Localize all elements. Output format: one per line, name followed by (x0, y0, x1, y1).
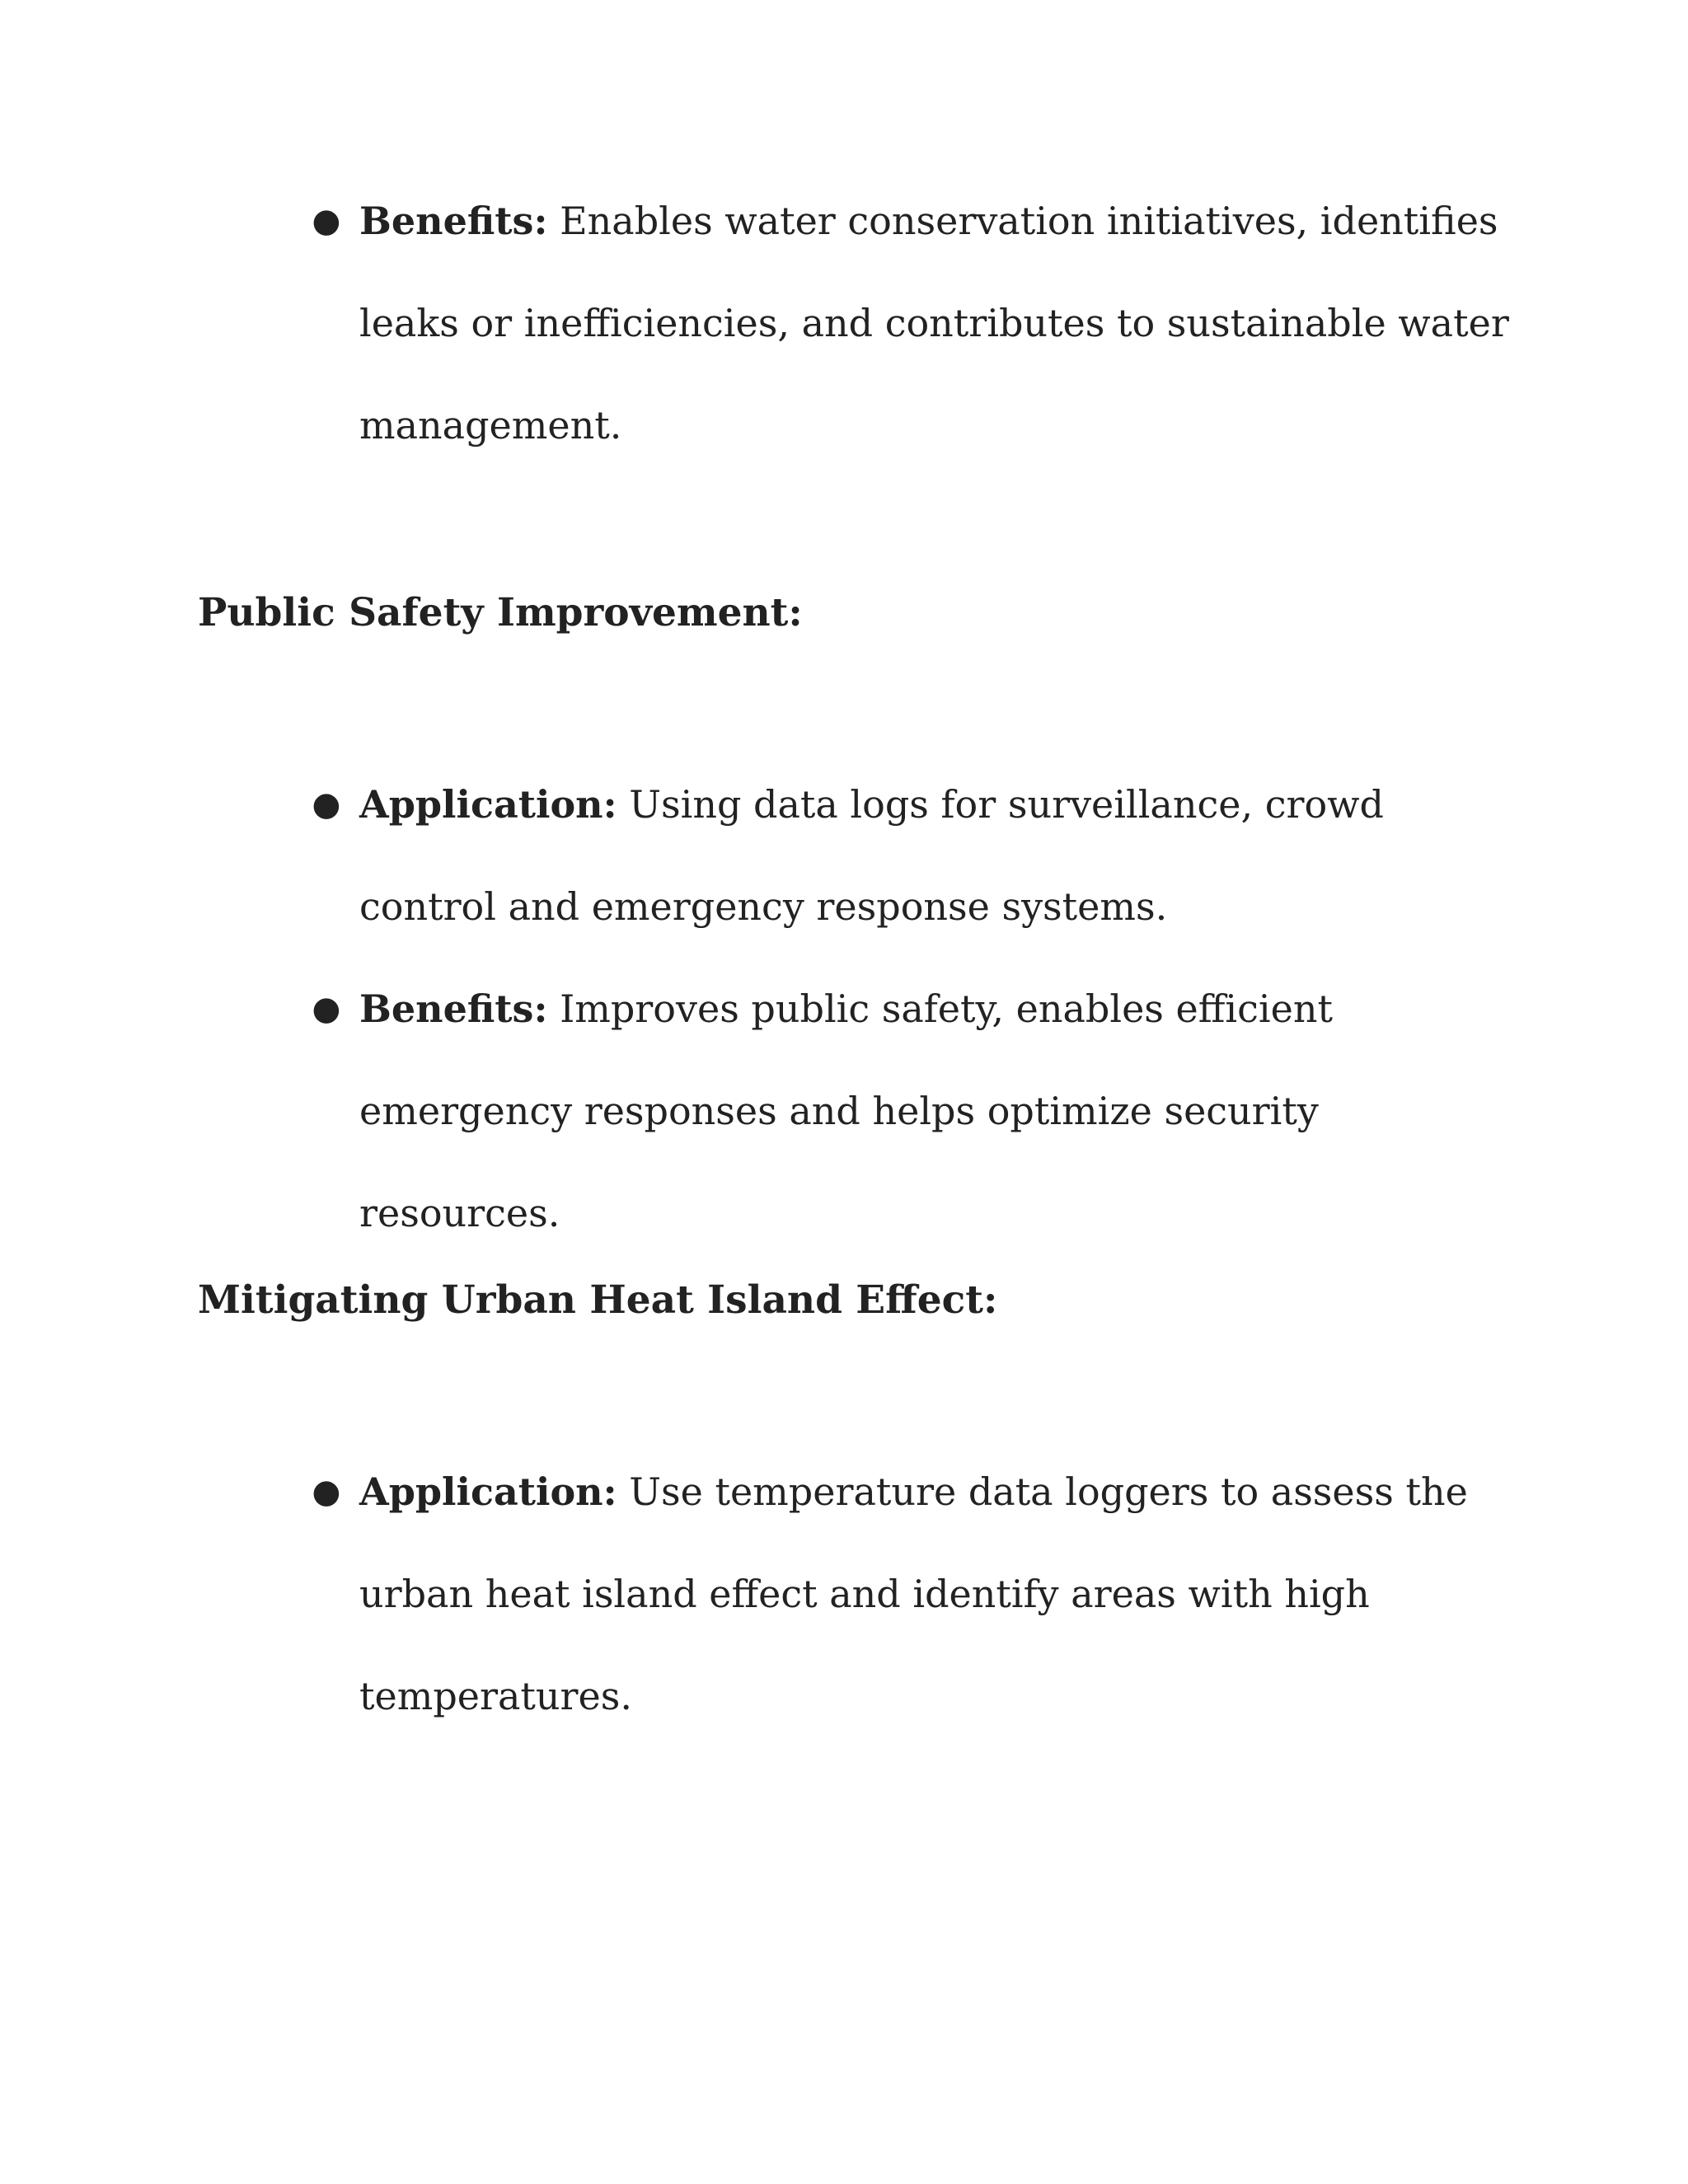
item-text: Improves public safety, enables efficient emergency responses and helps optimize security resources. (359, 987, 1333, 1235)
item-text: Using data logs for surveillance, crowd control and emergency response systems. (359, 782, 1384, 929)
item-label: Application: (359, 782, 617, 827)
section-heading-urban-heat-island: Mitigating Urban Heat Island Effect: (198, 1277, 998, 1323)
list-item-application (312, 1441, 1513, 1747)
list-item-application (312, 753, 1513, 958)
item-text: Use temperature data loggers to assess the urban heat island effect and identify areas with high temperatures. (359, 1469, 1468, 1718)
item-label: Benefits: (359, 199, 548, 243)
bullet-icon: ● (312, 1473, 341, 1511)
item-label: Benefits: (359, 987, 548, 1031)
item-text: Enables water conservation initiatives, identifies leaks or inefficiencies, and contributes to sustainable water management. (359, 199, 1509, 448)
bullet-icon: ● (312, 785, 341, 823)
bullet-icon: ● (312, 990, 341, 1028)
list-item-benefits (312, 170, 1513, 476)
item-label: Application: (359, 1469, 617, 1514)
bullet-icon: ● (312, 202, 341, 240)
section-heading-public-safety: Public Safety Improvement: (198, 590, 803, 635)
list-item-benefits (312, 958, 1513, 1264)
